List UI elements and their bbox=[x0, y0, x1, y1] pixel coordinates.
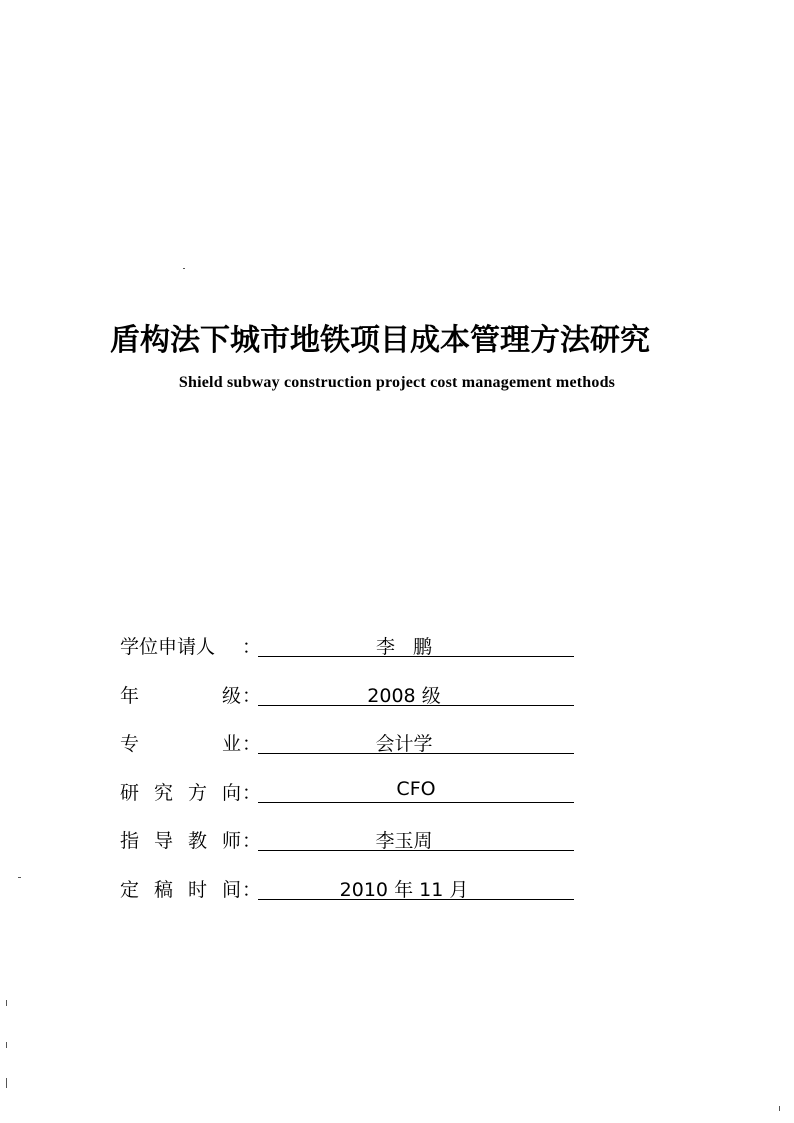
info-row-grade bbox=[120, 677, 590, 726]
thesis-info-block bbox=[120, 628, 590, 919]
date-label-char-1: 定 bbox=[120, 878, 140, 901]
grade-line bbox=[258, 677, 574, 706]
applicant-label: 学位申请人 ： bbox=[120, 636, 262, 658]
date-line bbox=[258, 871, 574, 900]
grade-label-char-1: 年 bbox=[120, 684, 140, 707]
supervisor-label-char-3: 教 bbox=[187, 830, 207, 852]
supervisor-value: 李玉周 bbox=[375, 830, 433, 852]
thesis-title-english: Shield subway construction project cost management methods bbox=[178, 374, 616, 391]
grade-label-char-2: 级 bbox=[221, 684, 241, 707]
applicant-value: 李 鹏 bbox=[375, 636, 433, 658]
supervisor-line bbox=[258, 822, 574, 851]
supervisor-label-char-1: 指 bbox=[120, 830, 140, 852]
supervisor-label-char-2: 导 bbox=[153, 830, 173, 852]
grade-label: 年 级 ： bbox=[120, 681, 255, 708]
info-row-applicant bbox=[120, 628, 590, 677]
research-label: 研 究 方 向 ： bbox=[120, 778, 255, 805]
research-label-char-1: 研 bbox=[120, 781, 140, 804]
scan-mark bbox=[6, 1042, 7, 1048]
scan-mark bbox=[18, 877, 21, 878]
scan-mark bbox=[6, 1000, 7, 1006]
supervisor-label-char-4: 师 bbox=[221, 830, 241, 852]
grade-value: 2008 级 bbox=[367, 684, 441, 707]
major-label-char-2: 业 bbox=[221, 733, 241, 755]
info-row-research bbox=[120, 774, 590, 823]
major-value: 会计学 bbox=[375, 733, 433, 755]
info-row-major bbox=[120, 725, 590, 774]
supervisor-label: 指 导 教 师 ： bbox=[120, 826, 255, 853]
thesis-title-chinese: 盾构法下城市地铁项目成本管理方法研究 bbox=[110, 323, 650, 358]
info-row-supervisor bbox=[120, 822, 590, 871]
applicant-line bbox=[258, 628, 574, 657]
research-label-char-3: 方 bbox=[187, 781, 207, 804]
research-value: CFO bbox=[396, 777, 436, 800]
date-label-char-4: 间 bbox=[221, 878, 241, 901]
major-line bbox=[258, 725, 574, 754]
date-label-char-2: 稿 bbox=[153, 878, 173, 901]
scan-mark bbox=[6, 1078, 7, 1088]
research-line bbox=[258, 774, 574, 803]
scan-mark bbox=[183, 268, 185, 269]
major-label: 专 业 ： bbox=[120, 729, 255, 756]
date-label: 定 稿 时 间 ： bbox=[120, 875, 255, 902]
major-label-char-1: 专 bbox=[120, 733, 140, 755]
date-label-char-3: 时 bbox=[187, 878, 207, 901]
research-label-char-2: 究 bbox=[153, 781, 173, 804]
research-label-char-4: 向 bbox=[221, 781, 241, 804]
scan-mark bbox=[779, 1106, 780, 1111]
info-row-date bbox=[120, 871, 590, 920]
date-value: 2010 年 11 月 bbox=[339, 878, 469, 901]
